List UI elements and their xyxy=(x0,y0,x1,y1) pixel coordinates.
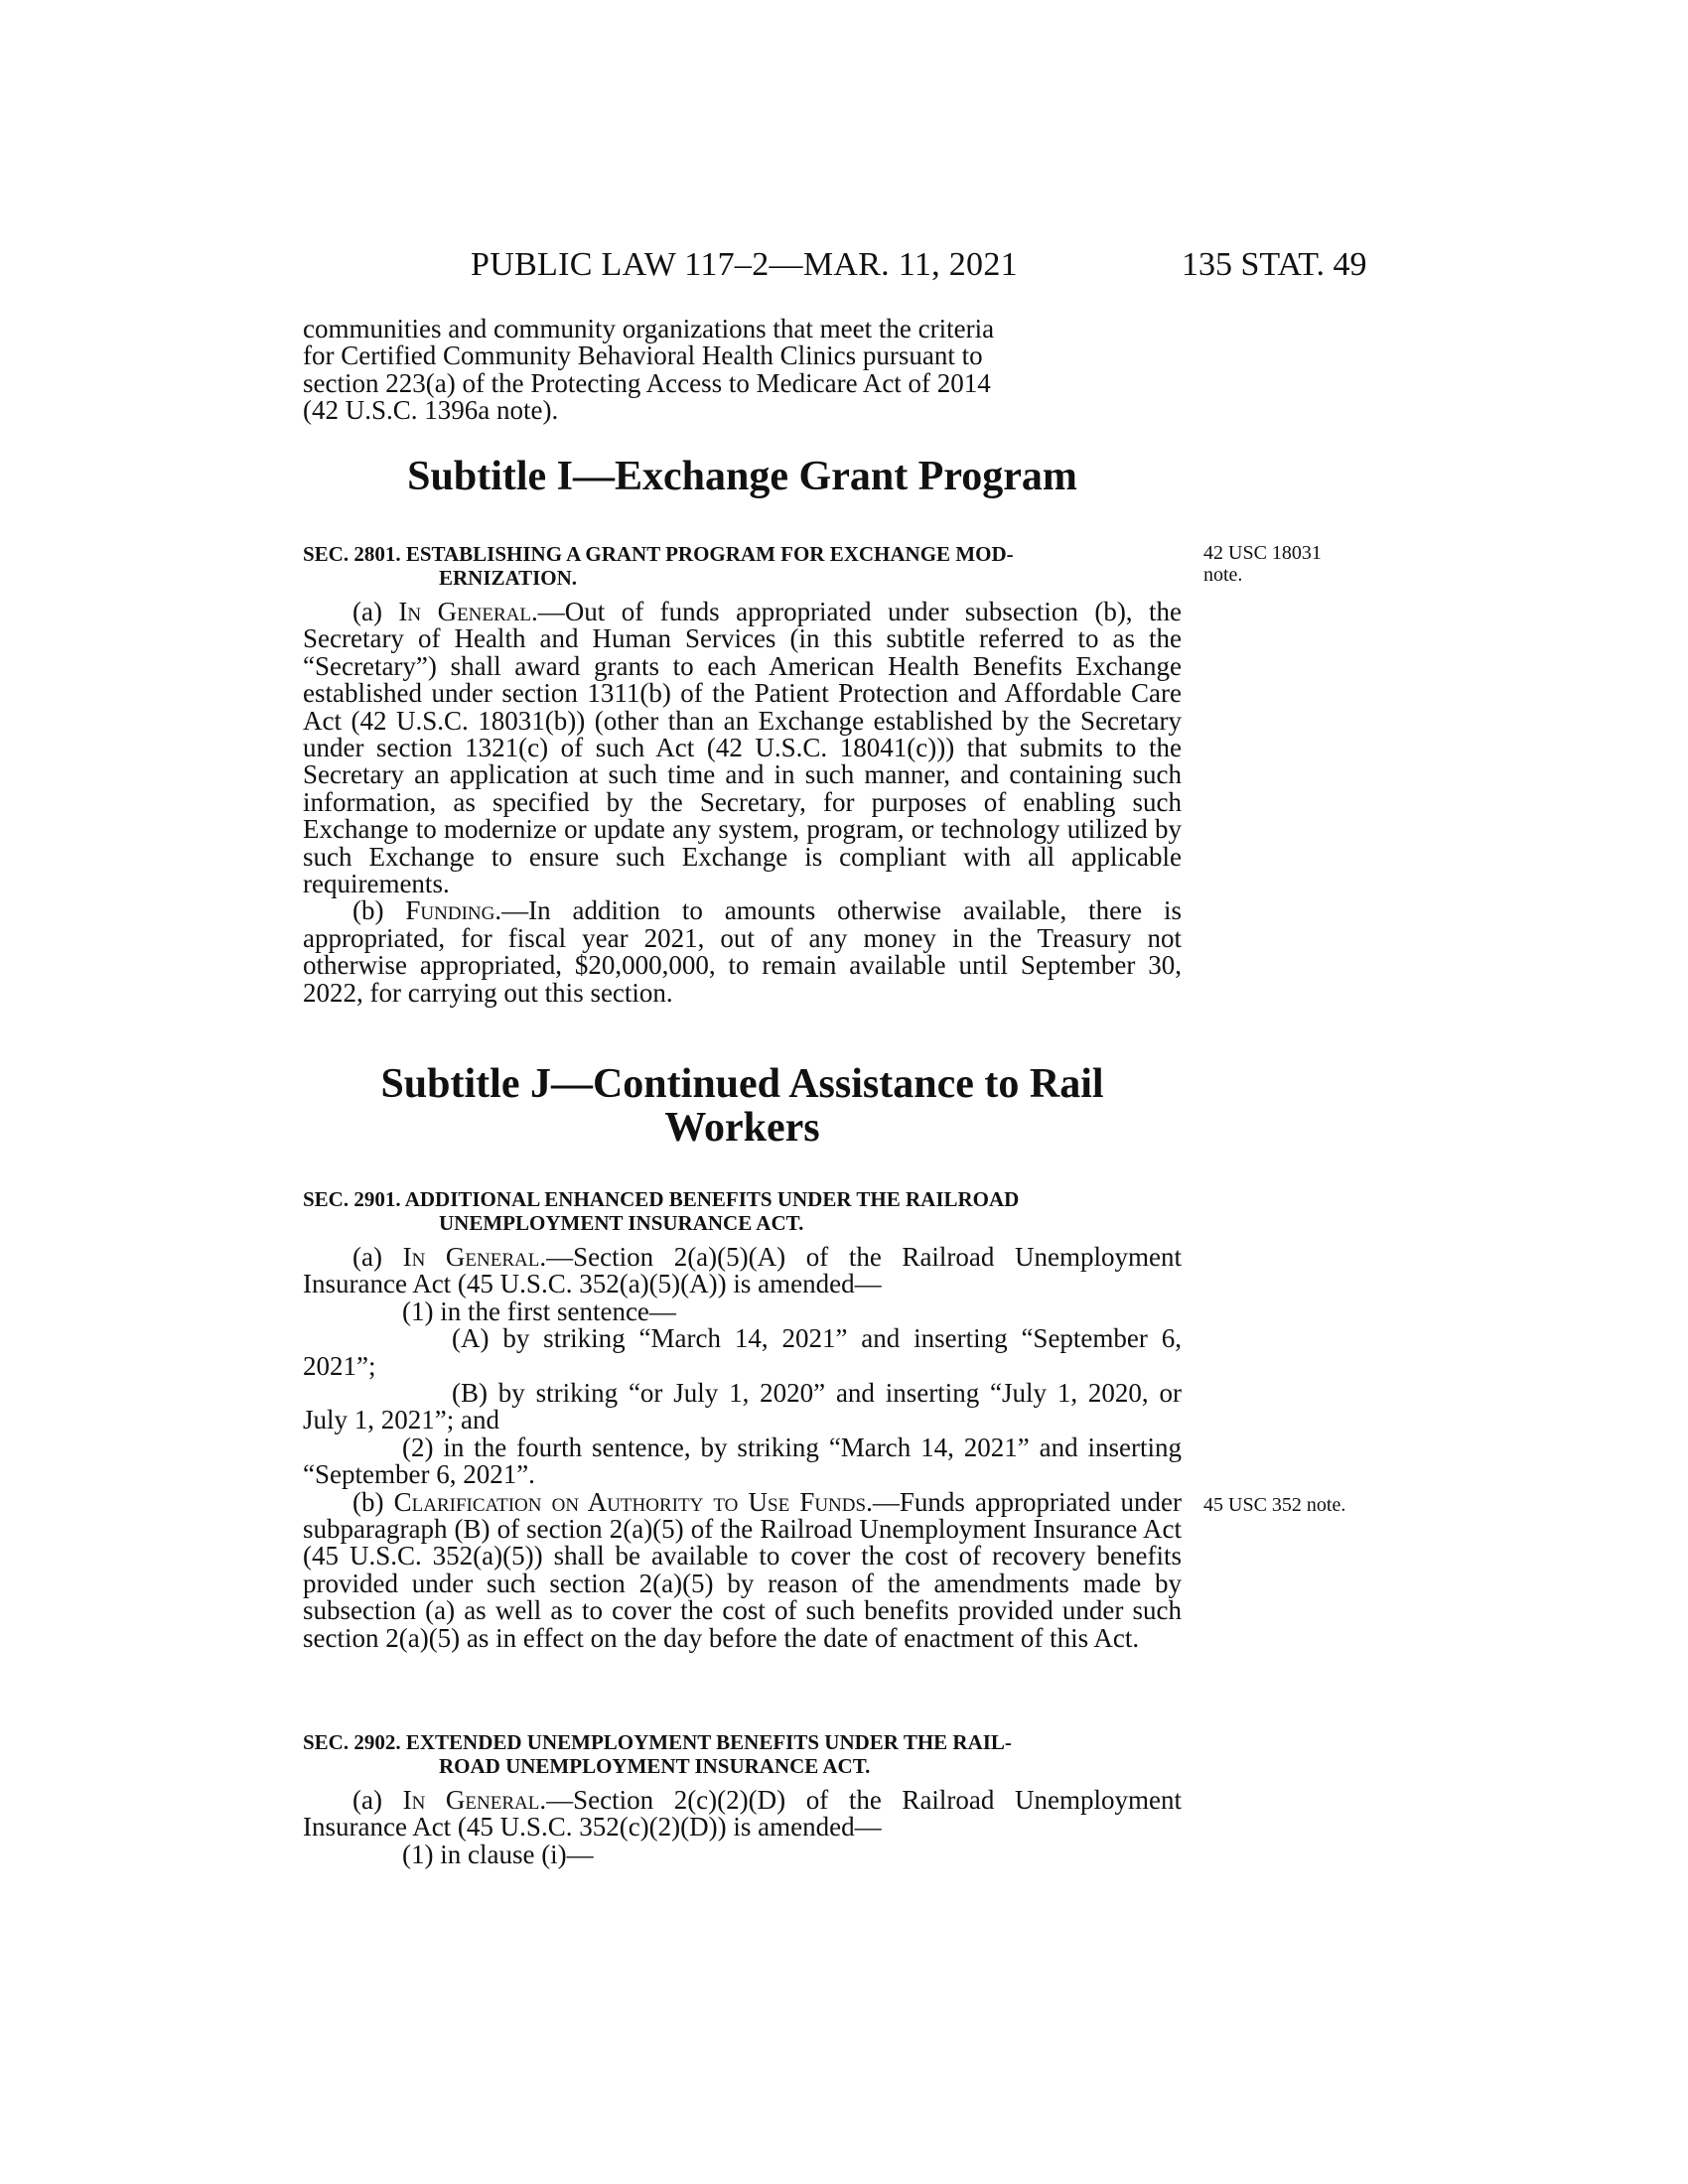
stat-page-number: 135 STAT. 49 xyxy=(1182,246,1367,283)
subtitle-i-heading: Subtitle I—Exchange Grant Program xyxy=(407,454,1077,499)
sec-2801-heading-line1: SEC. 2801. ESTABLISHING A GRANT PROGRAM FOR EXCHANGE MOD- xyxy=(303,542,1014,566)
sec-2801-margin-note xyxy=(1203,542,1322,586)
margin-note-line2: note. xyxy=(1203,564,1243,586)
subsection-b-heading: Clarification on Authority to Use Funds xyxy=(393,1486,867,1517)
subtitle-j-line2: Workers xyxy=(664,1105,820,1151)
subsection-a-text: .—Out of funds appropriated under subsection (b), the Secretary of Health and Human Services (in this subtitle referred to as the “Secretary”) shall award grants to each American Health Benefits Exchange established under section 1311(b) of the Patient Protection and Affordable Care Act (42 U.S.C. 18031(b)) (other than an Exchange established by the Secretary under section 1321(c) of such Act (42 U.S.C. 18041(c))) that submits to the Secretary an application at such time and in such manner, and containing such information, as specified by the Secretary, for purposes of enabling such Exchange to modernize or update any system, program, or technology utilized by such Exchange to ensure such Exchange is compliant with all applicable requirements. xyxy=(303,597,1182,899)
running-header-title: PUBLIC LAW 117–2—MAR. 11, 2021 xyxy=(471,246,1018,283)
intro-line: communities and community organizations that meet the criteria xyxy=(303,314,995,343)
sec-2901-heading-line2: UNEMPLOYMENT INSURANCE ACT. xyxy=(439,1211,804,1235)
sec-2902-heading xyxy=(303,1730,1182,1778)
subparagraph-1A: (A) by striking “March 14, 2021” and inserting “September 6, 2021”; xyxy=(303,1323,1182,1381)
intro-line: section 223(a) of the Protecting Access to Medicare Act of 2014 xyxy=(303,367,991,398)
subsection-a-label: (a) xyxy=(352,1242,403,1272)
sec-2801-body xyxy=(303,599,1182,1007)
subsection-a-text: .—Section 2(a)(5)(A) of the Railroad Unemployment Insurance Act (45 U.S.C. 352(a)(5)(A)) is amended— xyxy=(303,1242,1182,1299)
sec-2902-heading-line1: SEC. 2902. EXTENDED UNEMPLOYMENT BENEFITS UNDER THE RAIL- xyxy=(303,1730,1012,1754)
subtitle-j-line1: Subtitle J—Continued Assistance to Rail xyxy=(380,1061,1104,1107)
subsection-a-text: .—Section 2(c)(2)(D) of the Railroad Unemployment Insurance Act (45 U.S.C. 352(c)(2)(D)) is amended— xyxy=(303,1785,1182,1843)
paragraph-2: (2) in the fourth sentence, by striking “March 14, 2021” and inserting “September 6, 2021”. xyxy=(303,1432,1182,1490)
sec-2901-margin-note: 45 USC 352 note. xyxy=(1203,1494,1346,1516)
sec-2801-heading-line2: ERNIZATION. xyxy=(439,566,578,590)
sec-2801-heading xyxy=(303,542,1182,590)
paragraph-1: (1) in clause (i)— xyxy=(402,1839,594,1869)
intro-line: for Certified Community Behavioral Health Clinics pursuant to xyxy=(303,341,983,371)
sec-2801-subsection-b xyxy=(303,897,1182,1007)
sec-2902-heading-line2: ROAD UNEMPLOYMENT INSURANCE ACT. xyxy=(439,1754,871,1778)
subparagraph-1B: (B) by striking “or July 1, 2020” and inserting “July 1, 2020, or July 1, 2021”; and xyxy=(303,1378,1182,1435)
subtitle-j-heading xyxy=(303,1062,1182,1150)
subsection-a-label: (a) xyxy=(352,1785,403,1815)
intro-line: (42 U.S.C. 1396a note). xyxy=(303,395,559,426)
subsection-b-text: .—In addition to amounts otherwise available, there is appropriated, for fiscal year 2021, out of any money in the Treasury not otherwise appropriated, $20,000,000, to remain available until September 30, 2022, for carrying out this section. xyxy=(303,895,1182,1008)
sec-2801-subsection-a xyxy=(303,599,1182,897)
subsection-a-label: (a) xyxy=(352,597,399,626)
paragraph-1: (1) in the first sentence— xyxy=(402,1296,676,1326)
subsection-a-heading: In General xyxy=(402,1242,540,1272)
subsection-a-heading: In General xyxy=(402,1785,540,1815)
sec-2901-heading-line1: SEC. 2901. ADDITIONAL ENHANCED BENEFITS UNDER THE RAILROAD xyxy=(303,1187,1020,1211)
sec-2902-subsection-a xyxy=(303,1787,1182,1842)
subsection-b-label: (b) xyxy=(352,895,406,926)
margin-note-line1: 42 USC 18031 xyxy=(1203,542,1322,564)
sec-2902-body xyxy=(303,1787,1182,1868)
sec-2901-body xyxy=(303,1244,1182,1652)
intro-paragraph xyxy=(303,316,1182,425)
subsection-b-heading: Funding xyxy=(405,895,495,926)
subsection-b-text: .—Funds appropriated under subparagraph (B) of section 2(a)(5) of the Railroad Unemployment Insurance Act (45 U.S.C. 352(a)(5)) shall be available to cover the cost of recovery benefits provided under such section 2(a)(5) by reason of the amendments made by subsection (a) as well as to cover the cost of such benefits provided under such section 2(a)(5) as in effect on the day before the date of enactment of this Act. xyxy=(303,1486,1183,1653)
sec-2901-subsection-b xyxy=(303,1486,1183,1653)
sec-2901-heading xyxy=(303,1187,1182,1235)
subsection-a-heading: In General xyxy=(398,597,532,626)
subsection-b-label: (b) xyxy=(352,1486,394,1517)
sec-2901-subsection-a xyxy=(303,1244,1182,1298)
